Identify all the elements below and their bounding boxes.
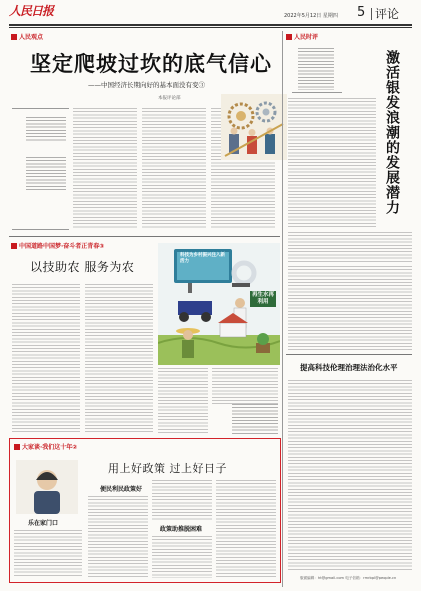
top-article-text [142,108,206,228]
illustration-sign-1: 科技为乡村振兴注入新活力 [180,253,225,264]
middle-headline: 以技助农 服务为农 [30,260,135,274]
illustration-sign-2: 再生水再利用 [251,292,274,305]
masthead-rule [9,24,412,26]
column-tag-marker [11,34,17,40]
column-tag-label: 人民观点 [19,34,44,41]
top-illustration [221,94,287,160]
column-tag-commentary [286,32,318,41]
feature-left-portrait [16,460,78,514]
column-tag-marker [14,444,20,450]
feature-mid-text [152,536,212,578]
top-subheadline: ——中国经济长期向好的基本面没有变③ [88,81,205,89]
top-article-text [73,108,137,228]
middle-article-text [85,284,153,434]
right-column-divider [282,31,283,587]
pull-quote [12,108,69,230]
right-column-intro-rule [292,92,342,93]
page-number: 5 [357,5,366,20]
right-column-text [288,266,412,352]
feature-mid-text [152,480,212,520]
right-column-text [288,232,412,262]
poem-box [232,404,278,436]
feature-right-text [216,480,276,578]
column-tag-feature [14,442,77,451]
column-tag-marker [286,34,292,40]
feature-mid-subheadline-2: 政策助推脱困难 [160,526,203,533]
middle-article-text [12,284,80,434]
pull-quote-text [26,117,66,141]
middle-section-rule [9,236,280,237]
pull-quote-text-2 [26,157,66,191]
feature-mid-text [88,496,148,578]
masthead-date: 2022年5月12日 星期四 [284,13,338,19]
portrait-illustration [16,460,78,514]
section-title: 评论 [375,7,400,21]
column-tag-opinion [11,32,43,41]
column-tag-marker [11,243,17,249]
top-headline: 坚定爬坡过坎的底气信心 [30,52,272,76]
right-column-headline: 激活银发浪潮的发展潜力 [384,50,400,215]
column-tag-label: 人民时评 [294,34,319,41]
bottom-right-rule [286,354,412,355]
feature-mid-subheadline-1: 便民利民政策好 [100,486,143,493]
page-number-divider [371,8,372,20]
column-tag-label: 大家谈·我们这十年② [22,444,78,451]
column-tag-dream [11,241,104,250]
middle-illustration [158,243,280,365]
right-column-text [288,98,376,228]
feature-headline: 用上好政策 过上好日子 [108,462,227,475]
bottom-right-headline: 提高科技伦理治理法治化水平 [300,363,398,372]
right-column-intro [298,48,334,90]
masthead-logo: 人民日报 [9,4,54,18]
column-tag-label: 中国道路中国梦·奋斗者正青春③ [19,243,105,250]
footer-line: 版面编辑：ht@gmail.com 电子信箱：rmrbpl@people.cn [300,576,397,580]
feature-left-subheadline: 乐在家门口 [28,520,59,527]
feature-left-text [14,530,82,578]
middle-article-text [158,368,208,434]
middle-article-text [212,368,278,404]
bottom-right-text [288,380,412,570]
masthead-rule-thin [9,27,412,28]
top-byline: 本报评论部 [158,96,181,101]
gears-illustration [221,94,287,160]
